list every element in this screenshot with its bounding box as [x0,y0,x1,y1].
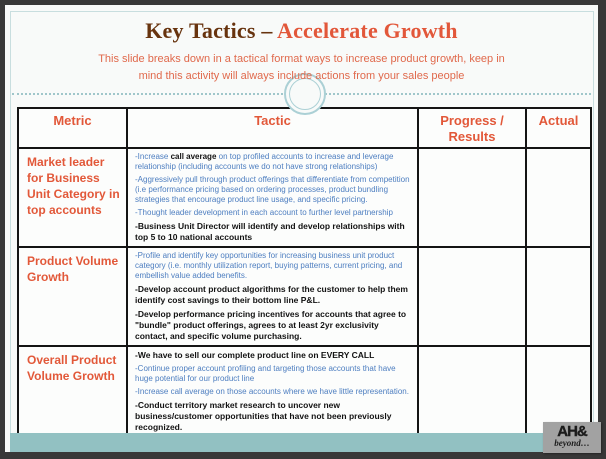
logo-sub-text: beyond… [554,438,590,448]
tactics-table [17,107,592,438]
table-body [18,148,591,437]
title-accent: Accelerate Growth [277,18,458,43]
tactic-item: -Develop account product algorithms for the customer to help them identify cost savings to their bottom line P&L. [135,284,408,305]
tactic-item: -Continue proper account profiling and targeting those accounts that have huge potential for our product line [135,364,396,383]
metric-cell: Market leader for Business Unit Category in top accounts [18,148,127,247]
tactic-cell [127,247,418,346]
ah-beyond-logo [543,422,601,453]
tactic-cell [127,346,418,437]
tactic-item: -Profile and identify key opportunities for increasing business unit product category (i.e. monthly utilization report, buying patterns, current pricing, and embellish value added benefits. [135,251,403,280]
tactic-item: -Aggressively pull through product offerings that differentiate from competition (i.e performance pricing based on ordering processes, product bundling strategies that encourage product line usage, and specific pricing. [135,175,410,204]
tactic-item: -Increase call average on those accounts where we have little representation. [135,387,409,396]
actual-cell [526,247,591,346]
tactic-cell [127,148,418,247]
column-header-metric: Metric [18,108,127,148]
slide-subtitle [5,51,598,85]
metric-cell: Product Volume Growth [18,247,127,346]
tactic-item: -Increase call average on top profiled accounts to increase and leverage relationship (including accounts we do not have strong relationships) [135,152,394,171]
table-row [18,148,591,247]
progress-results-cell [418,346,526,437]
column-header-progress: Progress / Results [418,108,526,148]
table-row [18,247,591,346]
tactic-item: -We have to sell our complete product line on EVERY CALL [135,350,375,360]
slide-canvas [5,5,598,452]
subtitle-line-1: This slide breaks down in a tactical format ways to increase product growth, keep in [98,53,505,65]
table-row [18,346,591,437]
actual-cell [526,148,591,247]
progress-results-cell [418,148,526,247]
page-title [5,18,598,44]
title-prefix: Key Tactics – [145,18,277,43]
column-header-tactic: Tactic [127,108,418,148]
logo-main-text: AH& [557,423,587,440]
metric-cell: Overall Product Volume Growth [18,346,127,437]
progress-results-cell [418,247,526,346]
column-header-actual: Actual [526,108,591,148]
subtitle-line-2: mind this activity will always include actions from your sales people [138,70,465,82]
tactic-item: -Conduct territory market research to uncover new business/customer opportunities that have not been previously recognized. [135,400,392,432]
tactic-item: -Develop performance pricing incentives for accounts that agree to "bundle" product offerings, agrees to at least 2yr exclusivity contact, and specific volume purchasing. [135,309,407,341]
tactic-item: -Thought leader development in each account to further level partnership [135,208,393,217]
tactic-item: -Business Unit Director will identify and develop relationships with top 5 to 10 national accounts [135,221,405,242]
teal-footer-strip [10,433,594,452]
